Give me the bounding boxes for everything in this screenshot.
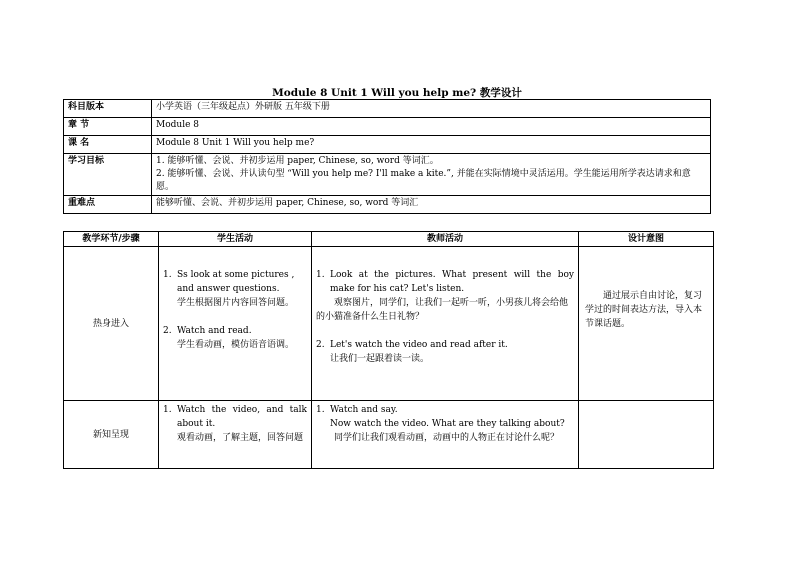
plan-row-new-knowledge xyxy=(64,401,714,469)
teacher-step-2 xyxy=(316,338,574,366)
step-text-cn: 观看动画，了解主题，回答问题 xyxy=(177,433,304,443)
info-key: 科目版本 xyxy=(64,100,152,118)
stage-cell: 新知呈现 xyxy=(64,401,159,469)
plan-row-warmup xyxy=(64,247,714,401)
step-text-cn: 学生根据图片内容回答问题。 xyxy=(177,298,295,308)
student-activity-cell xyxy=(159,401,312,469)
plan-header-row xyxy=(64,232,714,247)
header-intent: 设计意图 xyxy=(579,232,714,247)
step-text-en: Now watch the video. What are they talking about? xyxy=(330,419,565,429)
info-key: 章 节 xyxy=(64,118,152,136)
header-student: 学生活动 xyxy=(159,232,312,247)
info-value: 能够听懂、会说、并初步运用 paper, Chinese, so, word 等词汇 xyxy=(152,196,711,214)
step-number: 1. xyxy=(316,405,325,415)
info-value xyxy=(152,154,711,196)
step-text-en: Watch the video, and talk xyxy=(177,405,307,415)
step-number: 2. xyxy=(316,340,325,350)
step-text-en: make for his cat? Let's listen. xyxy=(330,284,465,294)
info-value: Module 8 xyxy=(152,118,711,136)
header-stage: 教学环节/步骤 xyxy=(64,232,159,247)
document-title: Module 8 Unit 1 Will you help me? 教学设计 xyxy=(272,87,522,99)
objective-2: 2. 能够听懂、会说、并认读句型 “Will you help me? I'll make a kite.”, 并能在实际情境中灵活运用。学生能运用所学表达请求和意愿。 xyxy=(156,169,691,192)
teacher-step-1 xyxy=(316,268,574,296)
info-value: 小学英语（三年级起点）外研版 五年级下册 xyxy=(152,100,711,118)
header-teacher: 教师活动 xyxy=(312,232,579,247)
step-number: 1. xyxy=(163,270,172,280)
info-row-objectives xyxy=(64,154,711,196)
step-number: 2. xyxy=(163,326,172,336)
student-step-2 xyxy=(163,324,307,352)
info-key: 课 名 xyxy=(64,136,152,154)
stage-cell: 热身进入 xyxy=(64,247,159,401)
step-number: 1. xyxy=(163,405,172,415)
step-text-en: about it. xyxy=(177,419,216,429)
step-text-en: and answer questions. xyxy=(177,284,280,294)
step-text-en: Watch and say. xyxy=(330,405,398,415)
step-text-en: Let's watch the video and read after it. xyxy=(330,340,508,350)
teacher-activity-cell xyxy=(312,247,579,401)
step-text-cn: 让我们一起跟着读一读。 xyxy=(330,354,430,364)
info-row-chapter xyxy=(64,118,711,136)
student-activity-cell xyxy=(159,247,312,401)
info-value: Module 8 Unit 1 Will you help me? xyxy=(152,136,711,154)
step-number: 1. xyxy=(316,270,325,280)
lesson-plan-table xyxy=(63,231,714,469)
step-text-en: Watch and read. xyxy=(177,326,252,336)
info-row-lesson xyxy=(64,136,711,154)
objective-1: 1. 能够听懂、会说、并初步运用 paper, Chinese, so, word 等词汇。 xyxy=(156,156,439,166)
step-text-en: Ss look at some pictures , xyxy=(177,270,295,280)
step-text-en: Look at the pictures. What present will the boy xyxy=(330,270,574,280)
info-key: 学习目标 xyxy=(64,154,152,196)
info-row-subject xyxy=(64,100,711,118)
step-text-cn: 观察图片，同学们，让我们一起听一听，小男孩儿将会给他的小猫准备什么生日礼物？ xyxy=(316,298,569,322)
student-step-1 xyxy=(163,268,307,310)
info-row-key-points xyxy=(64,196,711,214)
design-intent-cell: 通过展示自由讨论，复习学过的时间表达方法，导入本节课话题。 xyxy=(579,247,714,401)
teacher-step-1 xyxy=(316,403,574,417)
course-info-table xyxy=(63,99,711,214)
step-text-cn: 学生看动画，模仿语音语调。 xyxy=(177,340,295,350)
info-key: 重难点 xyxy=(64,196,152,214)
design-intent-cell xyxy=(579,401,714,469)
teacher-activity-cell xyxy=(312,401,579,469)
student-step-1 xyxy=(163,403,307,445)
step-text-cn: 同学们让我们观看动画，动画中的人物正在讨论什么呢？ xyxy=(334,433,560,443)
